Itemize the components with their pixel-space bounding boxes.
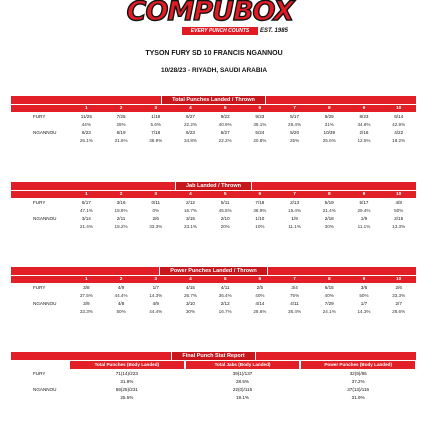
stat-cell: 25% [289, 137, 300, 143]
section-title: Power Punches Landed / Thrown [159, 267, 267, 275]
stat-cell: 3/10 [185, 300, 195, 306]
stat-cell: 6/19 [116, 129, 126, 135]
section-title: Jab Landed / Thrown [175, 182, 252, 190]
stat-cell: 5/24 [255, 129, 265, 135]
stat-cell: 33.3% [392, 292, 406, 298]
round-number: 1 [85, 192, 88, 197]
percentage-row [11, 136, 416, 144]
round-number: 7 [293, 106, 296, 111]
round-number: 2 [119, 192, 123, 197]
round-number: 4 [189, 277, 192, 282]
stat-cell: 40% [324, 292, 334, 298]
stat-cell: 7/25 [116, 113, 126, 119]
stat-cell: 7/18 [255, 199, 265, 205]
stat-cell: 0/11 [151, 199, 161, 205]
stat-cell: 4/22 [394, 129, 404, 135]
stat-cell: 39.1% [253, 121, 267, 127]
stat-cell: 2/5 [256, 284, 264, 290]
stat-cell: 25.6% [322, 137, 336, 143]
stat-cell: 3/15 [185, 215, 195, 221]
stat-cell: 6/23 [185, 129, 195, 135]
stat-cell: 6/23 [81, 129, 91, 135]
stat-cell: 4/8 [117, 300, 125, 306]
stat-cell: 16.7% [183, 207, 197, 213]
stat-cell: 4/11 [290, 300, 299, 306]
final-title: Final Punch Stat Report [171, 352, 255, 360]
stat-cell: 2/11 [116, 215, 126, 221]
final-percentage-row [11, 377, 416, 385]
jab-section [11, 182, 416, 230]
stat-cell: 5.6% [150, 121, 161, 127]
stat-cell: 16.7% [218, 308, 232, 314]
fighter-stat-row [11, 128, 416, 136]
final-banner [11, 352, 416, 360]
stat-cell: 1/9 [291, 215, 298, 221]
stat-cell: 29.4% [357, 207, 371, 213]
fight-subtitle: 10/28/23 - RIYADH, SAUDI ARABIA [160, 67, 268, 74]
stat-cell: 6/14 [394, 113, 404, 119]
round-number: 5 [223, 192, 227, 197]
fighter-stat-row [11, 112, 416, 120]
round-number: 8 [327, 106, 331, 111]
stat-cell: 2/6 [395, 284, 402, 290]
stat-cell: 5/11 [220, 199, 230, 205]
stat-cell: 1/10 [255, 215, 265, 221]
round-number: 5 [223, 277, 227, 282]
stat-cell: 7/29 [324, 300, 334, 306]
stat-cell: 1/18 [151, 113, 161, 119]
percentage-row [11, 206, 416, 214]
rounds-header-row [11, 276, 416, 283]
stat-cell: 1/9 [360, 215, 368, 221]
stat-cell: 50% [359, 292, 369, 298]
fighter-stat-row [11, 283, 416, 291]
round-number: 3 [154, 277, 158, 282]
fighter-name: NGANNOU [33, 300, 57, 306]
round-number: 5 [223, 106, 227, 111]
fighter-name: NGANNOU [33, 386, 57, 392]
stat-cell: 40% [255, 292, 265, 298]
section-title: Total Punches Landed / Thrown [161, 96, 266, 104]
round-number: 4 [189, 106, 192, 111]
stat-cell: 38.9% [253, 207, 267, 213]
round-number: 2 [119, 277, 123, 282]
stat-cell: 11/25 [80, 113, 92, 119]
final-header-row [11, 361, 416, 369]
stat-cell: 4/8 [395, 199, 402, 205]
fighter-stat-row [11, 299, 416, 307]
stat-cell: 3/16 [116, 199, 126, 205]
compubox-logo [120, 0, 300, 36]
round-number: 10 [396, 192, 402, 197]
stat-cell: 20% [220, 223, 230, 229]
round-number: 7 [293, 277, 296, 282]
percentage-row [11, 291, 416, 299]
final-percentage-row [11, 393, 416, 401]
stat-cell: 4/15 [185, 284, 195, 290]
stat-cell: 18.8% [114, 207, 128, 213]
round-number: 8 [327, 277, 331, 282]
round-number: 6 [258, 192, 262, 197]
stat-cell: 45.5% [218, 207, 232, 213]
stat-cell: 24.1% [322, 308, 336, 314]
stat-cell: 30% [185, 308, 196, 314]
stat-cell: 36.4% [288, 308, 302, 314]
stat-cell: 3/6 [360, 284, 368, 290]
stat-cell: 21.4% [79, 223, 93, 229]
stat-cell: 8/23 [359, 113, 369, 119]
round-number: 6 [258, 106, 262, 111]
stat-cell: 15.4% [288, 207, 302, 213]
round-number: 4 [189, 192, 192, 197]
stat-cell: 3/8 [83, 284, 90, 290]
fighter-name: NGANNOU [33, 215, 57, 221]
stat-cell: 2/7 [395, 300, 402, 306]
stat-cell: 5/20 [290, 129, 300, 135]
final-stat-cell: 39(1)/137 [232, 370, 253, 376]
total-punches-section [11, 96, 416, 144]
round-number: 6 [258, 277, 262, 282]
final-stat-cell: 28.5% [235, 378, 250, 384]
stat-cell: 2/10 [220, 215, 230, 221]
final-stat-section [11, 352, 416, 401]
section-banner [11, 267, 416, 275]
stat-cell: 44.4% [114, 292, 128, 298]
round-number: 7 [293, 192, 296, 197]
final-stat-cell: 32(9)/86 [349, 370, 367, 376]
stat-cell: 2/12 [185, 199, 195, 205]
stat-cell: 30% [324, 223, 334, 229]
stat-cell: 2/12 [220, 300, 230, 306]
stat-cell: 44.4% [149, 308, 163, 314]
stat-cell: 28% [116, 121, 126, 127]
final-stat-cell: 19.1% [235, 394, 250, 400]
final-stat-cell: 31.9% [351, 394, 365, 400]
stat-cell: 9/22 [220, 113, 230, 119]
final-stat-cell: 25.5% [120, 394, 134, 400]
stat-cell: 75% [289, 292, 300, 298]
stat-cell: 4/14 [255, 300, 265, 306]
stat-cell: 3/9 [83, 300, 90, 306]
fight-title: TYSON FURY SD 10 FRANCIS NGANNOU [145, 50, 283, 57]
stat-cell: 2/16 [359, 129, 369, 135]
round-number: 9 [362, 106, 366, 111]
stat-cell: 5/17 [290, 113, 300, 119]
power-punches-section [11, 267, 416, 315]
final-header-power: Power Punches (Body Landed) [301, 361, 415, 369]
round-number: 10 [396, 106, 402, 111]
stat-cell: 2/15 [394, 215, 404, 221]
stat-cell: 3/4 [291, 284, 298, 290]
stat-cell: 7/18 [151, 129, 161, 135]
rounds-header-row [11, 191, 416, 198]
section-banner [11, 182, 416, 190]
stat-cell: 1/7 [152, 284, 159, 290]
round-number: 8 [327, 192, 331, 197]
round-number: 3 [154, 192, 158, 197]
stat-cell: 9/29 [324, 113, 334, 119]
stat-cell: 34.8% [357, 121, 371, 127]
stat-cell: 12.5% [357, 137, 371, 143]
final-header-jabs: Total Jabs (Body Landed) [186, 361, 300, 369]
stat-cell: 9/23 [255, 113, 265, 119]
fighter-name: FURY [33, 370, 46, 376]
stat-cell: 6/27 [185, 113, 195, 119]
final-stat-cell: 71(14)/223 [115, 370, 138, 376]
fighter-name: FURY [33, 284, 46, 290]
fighter-name: NGANNOU [33, 129, 57, 135]
percentage-row [11, 120, 416, 128]
stat-cell: 6/27 [220, 129, 230, 135]
fighter-stat-row [11, 214, 416, 222]
stat-cell: 44% [81, 121, 91, 127]
round-number: 9 [362, 277, 366, 282]
stat-cell: 42.9% [392, 121, 406, 127]
fighter-name: FURY [33, 199, 46, 205]
logo-tagline: EVERY PUNCH COUNTS [182, 27, 258, 35]
stat-cell: 50% [394, 207, 404, 213]
final-fighter-row [11, 385, 416, 393]
stat-cell: 1/7 [360, 300, 368, 306]
stat-cell: 34.8% [183, 137, 197, 143]
stat-cell: 2/13 [290, 199, 300, 205]
stat-cell: 10% [255, 223, 265, 229]
final-fighter-row [11, 369, 416, 377]
stat-cell: 38.9% [149, 137, 163, 143]
final-stat-cell: 22(0)/115 [232, 386, 253, 392]
fighter-stat-row [11, 198, 416, 206]
stat-cell: 2/18 [324, 215, 334, 221]
stat-cell: 14.3% [357, 308, 371, 314]
round-number: 9 [362, 192, 366, 197]
stat-cell: 14.3% [149, 292, 163, 298]
stat-cell: 26.1% [79, 137, 93, 143]
section-banner [11, 96, 416, 104]
final-stat-cell: 59(25)/231 [115, 386, 138, 392]
stat-cell: 4/9 [152, 300, 159, 306]
stat-cell: 47.1% [79, 207, 93, 213]
round-number: 3 [154, 106, 158, 111]
stat-cell: 33.3% [79, 308, 93, 314]
stat-cell: 40.9% [218, 121, 232, 127]
stat-cell: 31% [324, 121, 334, 127]
stat-cell: 20.8% [253, 137, 267, 143]
round-number: 10 [396, 277, 402, 282]
stat-cell: 5/19 [324, 199, 334, 205]
stat-cell: 31.6% [114, 137, 128, 143]
stat-cell: 29.4% [288, 121, 302, 127]
stat-cell: 28.6% [392, 308, 406, 314]
stat-cell: 11.1% [357, 223, 371, 229]
round-number: 1 [85, 277, 88, 282]
rounds-header-row [11, 105, 416, 112]
fighter-name: FURY [33, 113, 46, 119]
percentage-row [11, 222, 416, 230]
stat-cell: 22.2% [218, 137, 232, 143]
round-number: 2 [119, 106, 123, 111]
stat-cell: 0% [152, 207, 160, 213]
stat-cell: 21.4% [322, 207, 336, 213]
stat-cell: 6/15 [324, 284, 334, 290]
stat-cell: 11.1% [288, 223, 301, 229]
logo-wordmark: COMPUBOX [126, 0, 294, 27]
stat-cell: 23.1% [183, 223, 197, 229]
final-stat-cell: 31.8% [120, 378, 134, 384]
stat-cell: 37.5% [79, 292, 93, 298]
percentage-row [11, 307, 416, 315]
stat-cell: 33.3% [149, 223, 163, 229]
logo-established: EST. 1985 [260, 28, 288, 34]
stat-cell: 3/14 [81, 215, 91, 221]
stat-cell: 2/6 [152, 215, 159, 221]
final-header-total: Total Punches (Body Landed) [70, 361, 184, 369]
stat-cell: 22.2% [183, 121, 197, 127]
stat-cell: 50% [116, 308, 126, 314]
stat-cell: 4/9 [117, 284, 125, 290]
stat-cell: 10/39 [323, 129, 336, 135]
stat-cell: 28.6% [253, 308, 267, 314]
stat-cell: 4/11 [220, 284, 230, 290]
stat-cell: 8/17 [81, 199, 91, 205]
stat-cell: 36.4% [218, 292, 232, 298]
final-stat-cell: 37.2% [351, 378, 365, 384]
stat-cell: 13.3% [392, 223, 406, 229]
stat-cell: 18.2% [114, 223, 128, 229]
final-stat-cell: 37(13)/116 [347, 386, 370, 392]
stat-cell: 18.2% [392, 137, 406, 143]
round-number: 1 [85, 106, 88, 111]
stat-cell: 26.7% [183, 292, 197, 298]
stat-cell: 5/17 [359, 199, 369, 205]
